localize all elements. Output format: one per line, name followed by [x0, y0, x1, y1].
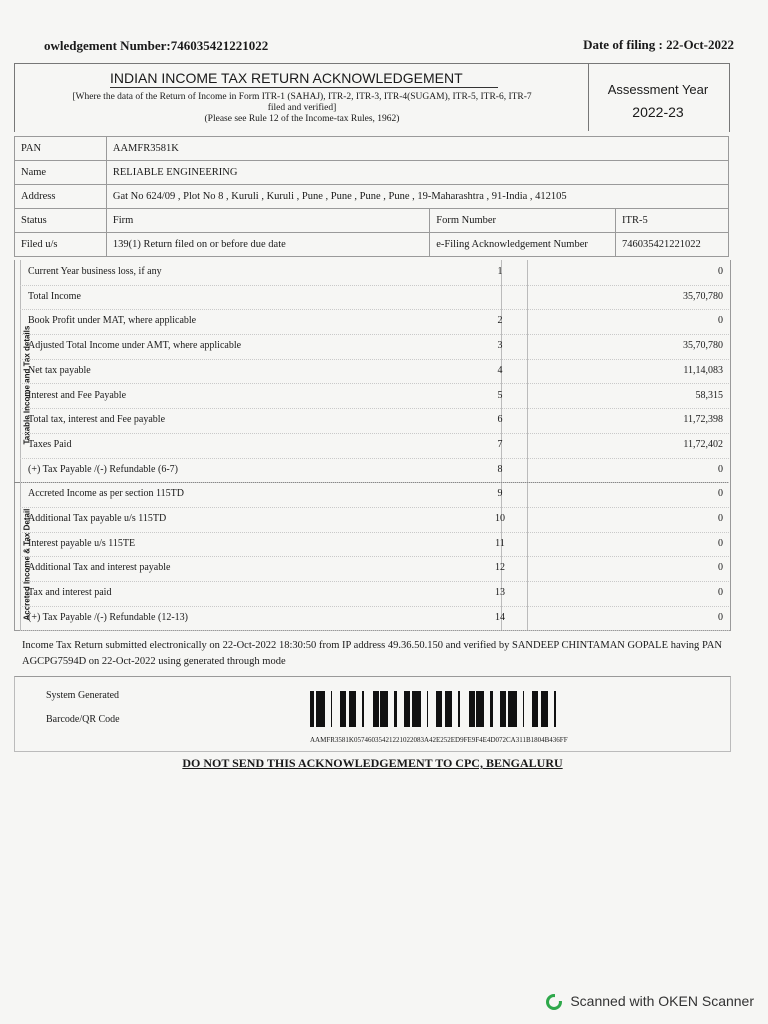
tax-row-value: 0 — [718, 587, 723, 599]
tax-row-label: Total tax, interest and Fee payable — [28, 414, 166, 426]
title-underline — [110, 87, 498, 88]
pan-value: AAMFR3581K — [106, 137, 728, 161]
tax-row — [20, 408, 729, 434]
tax-row — [20, 359, 729, 385]
tax-row-label: Additional Tax and interest payable — [28, 562, 171, 574]
tax-row — [20, 556, 729, 582]
tax-row-value: 35,70,780 — [683, 290, 723, 302]
filed-row — [15, 233, 729, 257]
address-value: Gat No 624/09 , Plot No 8 , Kuruli , Kuruli , Pune , Pune , Pune , Pune , 19-Maharashtra , 91-India , 412105 — [106, 185, 728, 209]
tax-row-label: Accreted Income as per section 115TD — [28, 488, 184, 500]
tax-row — [20, 384, 729, 410]
tax-row-number: 12 — [495, 562, 505, 574]
subtitle-line-1: [Where the data of the Return of Income in Form ITR-1 (SAHAJ), ITR-2, ITR-3, ITR-4(SUGAM), ITR-5, ITR-6, ITR-7 — [72, 92, 532, 102]
tax-row-number: 1 — [497, 266, 503, 277]
tax-row — [20, 532, 729, 558]
address-row — [15, 185, 729, 209]
tax-row-label: (+) Tax Payable /(-) Refundable (12-13) — [28, 611, 188, 623]
filed-value: 139(1) Return filed on or before due date — [106, 233, 429, 257]
tax-row — [20, 309, 729, 335]
date-of-filing: Date of filing : 22-Oct-2022 — [583, 37, 734, 52]
tax-row — [20, 334, 729, 360]
tax-row-number: 3 — [497, 340, 503, 352]
address-label: Address — [15, 185, 107, 209]
acknowledgement-number: owledgement Number:746035421221022 — [44, 38, 269, 53]
tax-row-value: 11,72,402 — [683, 438, 723, 450]
tax-row-label: (+) Tax Payable /(-) Refundable (6-7) — [28, 463, 178, 475]
tax-row-number: 10 — [495, 513, 505, 524]
tax-row-value: 0 — [718, 513, 723, 524]
tax-row-value: 58,315 — [695, 389, 723, 401]
form-number-value: ITR-5 — [616, 209, 729, 233]
tax-row-label: Taxes Paid — [28, 438, 72, 450]
form-number-label: Form Number — [430, 209, 616, 233]
tax-row-value: 35,70,780 — [683, 340, 723, 352]
tax-row-number: 8 — [497, 463, 503, 475]
assessment-year-box — [588, 63, 729, 131]
efiling-label: e-Filing Acknowledgement Number — [430, 233, 616, 257]
scanner-watermark — [546, 993, 754, 1010]
tax-row-value: 0 — [718, 266, 723, 277]
tax-row-label: Additional Tax payable u/s 115TD — [28, 513, 167, 524]
name-label: Name — [15, 161, 107, 185]
tax-row-value: 0 — [718, 611, 723, 623]
accreted-section-label: Accreted Income & Tax Detail — [22, 508, 32, 621]
tax-row-number: 6 — [497, 414, 503, 426]
tax-row-label: Total Income — [28, 290, 81, 302]
pan-label: PAN — [15, 137, 107, 161]
tax-row-value: 11,14,083 — [683, 364, 723, 376]
pan-row — [15, 137, 729, 161]
tax-row-label: Adjusted Total Income under AMT, where applicable — [28, 340, 242, 352]
taxable-section-label: Taxable Income and Tax details — [22, 325, 32, 445]
barcode-label: Barcode/QR Code — [46, 714, 120, 725]
tax-row-number: 14 — [495, 611, 505, 623]
tax-row-value: 0 — [718, 463, 723, 475]
scanner-logo-icon — [546, 994, 562, 1010]
tax-row-label: Net tax payable — [28, 364, 91, 376]
tax-row — [20, 606, 729, 632]
name-row — [15, 161, 729, 185]
filed-label: Filed u/s — [15, 233, 107, 257]
subtitle-line-3: (Please see Rule 12 of the Income-tax Rules, 1962) — [204, 114, 400, 124]
tax-row-value: 0 — [718, 315, 723, 327]
barcode-text: AAMFR3581K05746035421221022083A42E252ED9FE9F4E4D072CA311B1804B436FF — [310, 736, 568, 744]
scanner-text: Scanned with OKEN Scanner — [570, 992, 754, 1009]
tax-row-number: 2 — [497, 315, 503, 327]
document-subtitle — [22, 92, 582, 125]
assessment-year-value: 2022-23 — [632, 104, 684, 120]
tax-row-label: Current Year business loss, if any — [28, 266, 162, 277]
tax-row — [20, 285, 729, 311]
tax-row-value: 11,72,398 — [683, 414, 723, 426]
tax-row-label: Tax and interest paid — [28, 587, 112, 599]
tax-row — [20, 458, 729, 484]
tax-row — [20, 482, 729, 508]
tax-row — [20, 433, 729, 459]
tax-row-label: Interest and Fee Payable — [28, 389, 127, 401]
system-generated-label: System Generated — [46, 690, 120, 701]
tax-row-value: 0 — [718, 488, 723, 500]
tax-row — [20, 507, 729, 533]
tax-row-value: 0 — [718, 537, 723, 549]
tax-row — [20, 581, 729, 607]
tax-row-label: Book Profit under MAT, where applicable — [28, 315, 197, 327]
tax-row-number: 7 — [497, 438, 503, 450]
status-label: Status — [15, 209, 107, 233]
verification-statement: Income Tax Return submitted electronically on 22-Oct-2022 18:30:50 from IP address 49.36.50.150 and verified by SANDEEP CHINTAMAN GOPALE having PAN AGCPG7594D on 22-Oct-2022 using generated through mode — [22, 640, 722, 667]
subtitle-line-2: filed and verified] — [267, 103, 337, 113]
name-value: RELIABLE ENGINEERING — [106, 161, 728, 185]
tax-row-number: 11 — [495, 537, 505, 549]
tax-row-number: 9 — [497, 488, 503, 500]
document-title: INDIAN INCOME TAX RETURN ACKNOWLEDGEMENT — [110, 70, 463, 86]
efiling-value: 746035421221022 — [616, 233, 729, 257]
tax-row-number: 5 — [497, 389, 503, 401]
tax-row-number: 4 — [497, 364, 503, 376]
do-not-send-notice: DO NOT SEND THIS ACKNOWLEDGEMENT TO CPC, BENGALURU — [182, 756, 563, 770]
assessment-year-label: Assessment Year — [607, 82, 709, 97]
barcode-image — [310, 691, 564, 727]
taxpayer-info-table — [14, 136, 729, 257]
status-row — [15, 209, 729, 233]
status-value: Firm — [106, 209, 429, 233]
tax-row-label: Interest payable u/s 115TE — [28, 537, 136, 549]
tax-row — [20, 260, 729, 286]
tax-row-value: 0 — [718, 562, 723, 574]
tax-row-number: 13 — [495, 587, 505, 599]
